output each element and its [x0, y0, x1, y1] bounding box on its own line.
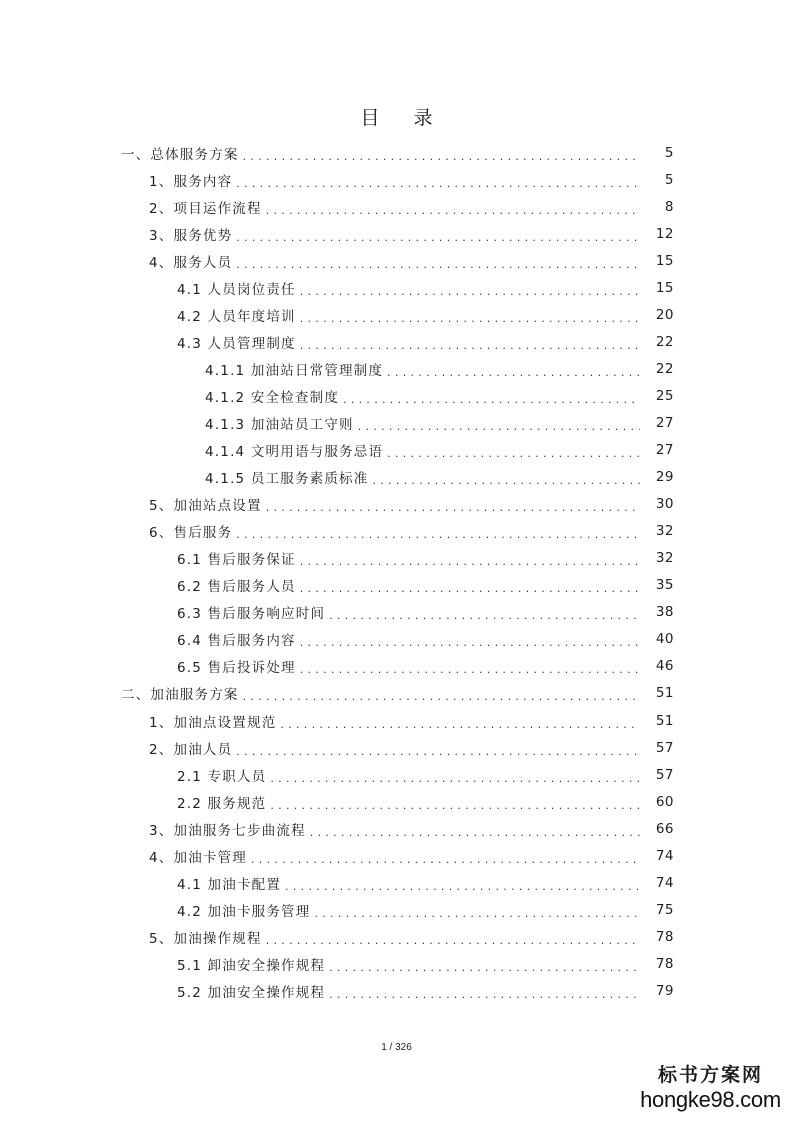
toc-entry-subsection[interactable]	[0, 301, 793, 328]
toc-entry-label: 4、服务人员	[149, 254, 233, 271]
toc-page-number: 20	[655, 306, 674, 323]
dot-leader	[300, 337, 640, 351]
toc-entry-label: 1、加油点设置规范	[149, 714, 277, 731]
toc-page-number: 79	[655, 982, 674, 999]
toc-entry-section[interactable]	[0, 518, 793, 545]
toc-page-number: 32	[655, 523, 674, 540]
toc-entry-label: 一、总体服务方案	[121, 146, 239, 163]
dot-leader	[372, 472, 640, 486]
dot-leader	[236, 229, 640, 243]
toc-entry-section[interactable]	[0, 220, 793, 247]
toc-entry-subsection[interactable]	[0, 761, 793, 788]
toc-page-number: 27	[655, 414, 674, 431]
toc-entry-label: 3、服务优势	[149, 227, 233, 244]
dot-leader	[358, 418, 640, 432]
toc-page-number: 38	[655, 604, 674, 621]
toc-entry-subsubsection[interactable]	[0, 382, 793, 409]
toc-entry-label: 4.2 人员年度培训	[177, 308, 296, 325]
toc-page-number: 32	[655, 550, 674, 567]
toc-entry-subsubsection[interactable]	[0, 464, 793, 491]
toc-entry-label: 6.4 售后服务内容	[177, 633, 296, 650]
dot-leader	[300, 553, 640, 567]
dot-leader	[300, 661, 640, 675]
toc-entry-subsection[interactable]	[0, 328, 793, 355]
dot-leader	[251, 851, 640, 865]
dot-leader	[236, 175, 640, 189]
watermark-logo	[628, 1066, 793, 1111]
toc-page-number: 74	[655, 847, 674, 864]
toc-page-number: 27	[655, 442, 674, 459]
watermark-url: hongke98.com	[640, 1087, 781, 1112]
toc-entry-label: 4.1.1 加油站日常管理制度	[205, 362, 384, 379]
toc-page-number: 22	[655, 333, 674, 350]
toc-entry-section[interactable]	[0, 166, 793, 193]
dot-leader	[300, 283, 640, 297]
toc-entry-label: 6、售后服务	[149, 525, 233, 542]
toc-entry-label: 二、加油服务方案	[121, 687, 239, 704]
toc-page-number: 51	[655, 712, 674, 729]
dot-leader	[314, 905, 640, 919]
dot-leader	[266, 932, 640, 946]
dot-leader	[329, 607, 640, 621]
toc-page-number: 57	[655, 766, 674, 783]
dot-leader	[243, 148, 640, 162]
toc-entry-label: 2、项目运作流程	[149, 200, 262, 217]
dot-leader	[236, 526, 640, 540]
toc-page-number: 8	[664, 198, 674, 215]
dot-leader	[343, 391, 640, 405]
toc-page-number: 75	[655, 901, 674, 918]
toc-entry-label: 5.2 加油安全操作规程	[177, 984, 326, 1001]
dot-leader	[236, 743, 640, 757]
toc-title: 目 录	[360, 107, 447, 129]
toc-entry-label: 4.1 人员岗位责任	[177, 281, 296, 298]
watermark-brand: 标书方案网	[657, 1064, 763, 1086]
toc-entry-subsection[interactable]	[0, 977, 793, 1004]
toc-entry-subsection[interactable]	[0, 869, 793, 896]
page-indicator: 1 / 326	[381, 1042, 412, 1053]
toc-entry-section[interactable]	[0, 707, 793, 734]
toc-entry-label: 5、加油操作规程	[149, 930, 262, 947]
dot-leader	[329, 986, 640, 1000]
toc-page-number: 66	[655, 820, 674, 837]
toc-entry-label: 6.2 售后服务人员	[177, 579, 296, 596]
toc-entry-subsubsection[interactable]	[0, 409, 793, 436]
dot-leader	[243, 688, 640, 702]
toc-entry-section[interactable]	[0, 842, 793, 869]
dot-leader	[285, 878, 640, 892]
dot-leader	[329, 959, 640, 973]
toc-entry-section[interactable]	[0, 923, 793, 950]
toc-page-number: 15	[655, 279, 674, 296]
toc-entry-label: 4、加油卡管理	[149, 849, 247, 866]
dot-leader	[280, 716, 640, 730]
toc-entry-subsection[interactable]	[0, 788, 793, 815]
toc-entry-label: 4.2 加油卡服务管理	[177, 903, 311, 920]
dot-leader	[236, 256, 640, 270]
toc-entry-label: 1、服务内容	[149, 173, 233, 190]
toc-entry-subsection[interactable]	[0, 545, 793, 572]
toc-entry-label: 6.1 售后服务保证	[177, 552, 296, 569]
toc-entry-label: 6.3 售后服务响应时间	[177, 606, 326, 623]
toc-entry-section[interactable]	[0, 491, 793, 518]
toc-page-number: 57	[655, 739, 674, 756]
dot-leader	[310, 824, 640, 838]
toc-page-number: 60	[655, 793, 674, 810]
toc-page-number: 35	[655, 577, 674, 594]
toc-entry-subsection[interactable]	[0, 950, 793, 977]
toc-entry-subsection[interactable]	[0, 896, 793, 923]
toc-entry-label: 4.1.4 文明用语与服务忌语	[205, 444, 384, 461]
dot-leader	[266, 202, 640, 216]
toc-list	[0, 139, 793, 1005]
toc-entry-subsection[interactable]	[0, 599, 793, 626]
dot-leader	[387, 364, 640, 378]
dot-leader	[300, 310, 640, 324]
dot-leader	[300, 634, 640, 648]
toc-page-number: 78	[655, 955, 674, 972]
dot-leader	[270, 770, 640, 784]
toc-page-number: 40	[655, 631, 674, 648]
toc-entry-subsection[interactable]	[0, 626, 793, 653]
toc-entry-label: 4.1.3 加油站员工守则	[205, 416, 354, 433]
toc-page-number: 25	[655, 387, 674, 404]
toc-entry-section[interactable]	[0, 815, 793, 842]
toc-entry-section[interactable]	[0, 734, 793, 761]
toc-page-number: 46	[655, 658, 674, 675]
toc-page-number: 15	[655, 252, 674, 269]
toc-entry-subsubsection[interactable]	[0, 437, 793, 464]
toc-entry-label: 2.2 服务规范	[177, 795, 267, 812]
toc-page-number: 78	[655, 928, 674, 945]
toc-entry-section[interactable]	[0, 247, 793, 274]
toc-entry-chapter[interactable]	[0, 680, 793, 707]
toc-page-number: 12	[655, 225, 674, 242]
toc-entry-subsection[interactable]	[0, 572, 793, 599]
dot-leader	[387, 445, 640, 459]
dot-leader	[270, 797, 640, 811]
dot-leader	[300, 580, 640, 594]
toc-page-number: 5	[664, 144, 674, 161]
toc-entry-subsection[interactable]	[0, 274, 793, 301]
toc-page-number: 29	[655, 469, 674, 486]
toc-entry-subsection[interactable]	[0, 653, 793, 680]
toc-entry-label: 5、加油站点设置	[149, 498, 262, 515]
toc-entry-label: 4.1 加油卡配置	[177, 876, 282, 893]
toc-entry-label: 4.3 人员管理制度	[177, 335, 296, 352]
toc-page-number: 51	[655, 685, 674, 702]
toc-entry-label: 4.1.5 员工服务素质标准	[205, 471, 369, 488]
toc-entry-label: 5.1 卸油安全操作规程	[177, 957, 326, 974]
toc-entry-label: 2、加油人员	[149, 741, 233, 758]
toc-entry-label: 3、加油服务七步曲流程	[149, 822, 306, 839]
toc-page-number: 5	[664, 171, 674, 188]
toc-entry-label: 6.5 售后投诉处理	[177, 660, 296, 677]
toc-page-number: 30	[655, 496, 674, 513]
toc-entry-label: 4.1.2 安全检查制度	[205, 389, 340, 406]
dot-leader	[266, 499, 640, 513]
toc-entry-label: 2.1 专职人员	[177, 768, 267, 785]
toc-page-number: 74	[655, 874, 674, 891]
toc-entry-chapter[interactable]	[0, 139, 793, 166]
toc-page-number: 22	[655, 360, 674, 377]
toc-entry-subsubsection[interactable]	[0, 355, 793, 382]
toc-entry-section[interactable]	[0, 193, 793, 220]
